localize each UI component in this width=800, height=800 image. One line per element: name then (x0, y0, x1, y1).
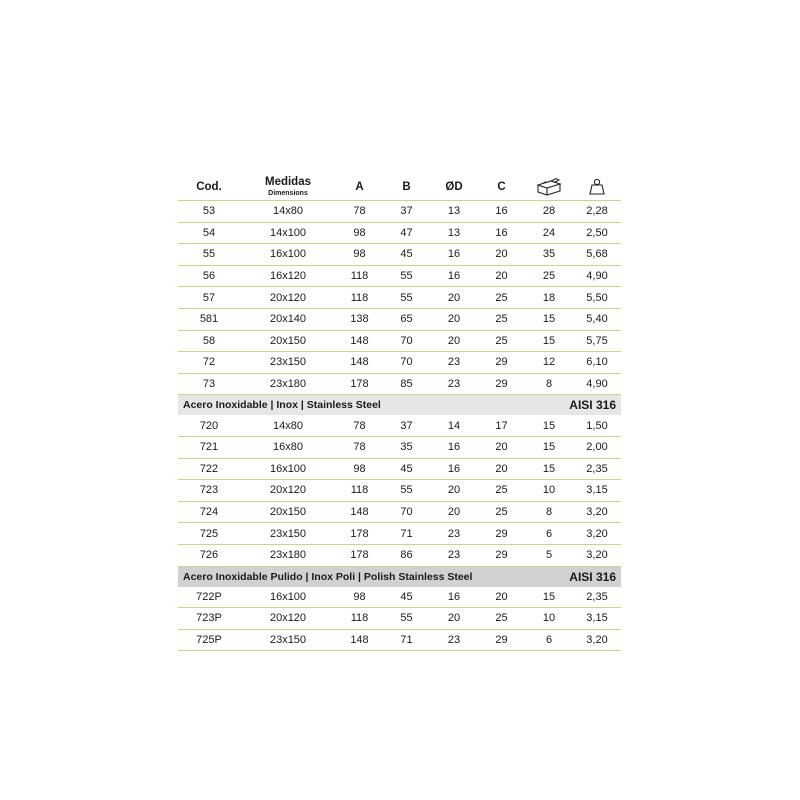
cell-box-qty: 12 (542, 356, 556, 369)
cell-c: 29 (495, 549, 508, 562)
cell-weight: 3,20 (586, 549, 608, 562)
cell-d: 20 (447, 291, 461, 304)
table-row (178, 266, 621, 288)
cell-c: 25 (495, 313, 508, 326)
cell-medidas: 20x120 (269, 612, 307, 625)
cell-weight: 2,50 (586, 226, 608, 239)
cell-a: 78 (353, 205, 366, 218)
cell-medidas: 23x150 (269, 527, 307, 540)
cell-weight: 3,15 (586, 484, 608, 497)
table-header (178, 174, 621, 201)
cell-box-qty: 5 (545, 549, 553, 562)
header-cod: Cod. (196, 181, 222, 193)
cell-b: 37 (400, 419, 413, 432)
cell-a: 78 (353, 441, 366, 454)
cell-cod: 722P (196, 590, 222, 603)
cell-a: 98 (353, 248, 366, 261)
cell-medidas: 23x150 (269, 356, 307, 369)
cell-d: 16 (447, 270, 461, 283)
cell-weight: 2,28 (586, 205, 608, 218)
cell-medidas: 16x100 (269, 248, 307, 261)
cell-d: 23 (447, 527, 461, 540)
cell-a: 178 (350, 527, 369, 540)
cell-box-qty: 15 (542, 419, 556, 432)
cell-b: 85 (400, 378, 413, 391)
table-row (178, 415, 621, 437)
cell-weight: 1,50 (586, 419, 608, 432)
cell-box-qty: 8 (545, 378, 553, 391)
cell-c: 16 (495, 205, 508, 218)
cell-box-qty: 18 (542, 291, 556, 304)
cell-b: 65 (400, 313, 413, 326)
cell-cod: 725P (196, 633, 222, 646)
cell-c: 29 (495, 356, 508, 369)
cell-d: 14 (447, 419, 461, 432)
cell-weight: 3,20 (586, 506, 608, 519)
weight-icon (587, 177, 607, 197)
cell-a: 178 (350, 549, 369, 562)
table-row (178, 287, 621, 309)
cell-cod: 58 (202, 334, 216, 347)
table-row (178, 244, 621, 266)
cell-box-qty: 15 (542, 334, 556, 347)
cell-medidas: 16x120 (269, 270, 307, 283)
cell-d: 20 (447, 334, 461, 347)
header-medidas (240, 177, 336, 197)
cell-cod: 54 (202, 226, 216, 239)
header-b: B (402, 181, 411, 193)
cell-weight: 6,10 (586, 356, 608, 369)
cell-weight: 3,20 (586, 633, 608, 646)
cell-medidas: 20x150 (269, 506, 307, 519)
cell-box-qty: 15 (542, 462, 556, 475)
cell-c: 20 (495, 441, 508, 454)
cell-medidas: 20x120 (269, 484, 307, 497)
cell-d: 16 (447, 441, 461, 454)
cell-weight: 2,00 (586, 441, 608, 454)
header-d: ØD (445, 181, 463, 193)
table-row (178, 480, 621, 502)
cell-medidas: 20x120 (269, 291, 307, 304)
cell-a: 78 (353, 419, 366, 432)
header-box (525, 177, 573, 197)
cell-medidas: 20x150 (269, 334, 307, 347)
table-row (178, 331, 621, 353)
table-row (178, 523, 621, 545)
cell-c: 16 (495, 226, 508, 239)
cell-c: 20 (495, 462, 508, 475)
cell-medidas: 20x140 (269, 313, 307, 326)
cell-a: 118 (350, 270, 369, 283)
header-dimensions-label: Dimensions (268, 189, 308, 197)
cell-box-qty: 15 (542, 313, 556, 326)
cell-b: 70 (400, 506, 413, 519)
table-row (178, 201, 621, 223)
cell-c: 20 (495, 270, 508, 283)
cell-c: 29 (495, 633, 508, 646)
cell-box-qty: 8 (545, 506, 553, 519)
cell-cod: 73 (202, 378, 216, 391)
cell-box-qty: 6 (545, 527, 553, 540)
cell-b: 45 (400, 590, 413, 603)
cell-b: 55 (400, 291, 413, 304)
cell-box-qty: 6 (545, 633, 553, 646)
section-polished-stainless-steel (178, 567, 621, 587)
table-row (178, 459, 621, 481)
box-icon (536, 177, 562, 197)
table-row (178, 630, 621, 652)
cell-medidas: 16x100 (269, 590, 307, 603)
cell-b: 70 (400, 334, 413, 347)
cell-medidas: 23x180 (269, 378, 307, 391)
cell-weight: 3,20 (586, 527, 608, 540)
cell-medidas: 23x150 (269, 633, 307, 646)
cell-b: 70 (400, 356, 413, 369)
cell-weight: 4,90 (586, 378, 608, 391)
cell-b: 55 (400, 484, 413, 497)
cell-cod: 56 (202, 270, 216, 283)
cell-weight: 3,15 (586, 612, 608, 625)
cell-c: 29 (495, 378, 508, 391)
cell-box-qty: 35 (542, 248, 556, 261)
cell-cod: 720 (199, 419, 219, 432)
cell-c: 29 (495, 527, 508, 540)
table-row (178, 587, 621, 609)
table-row (178, 545, 621, 567)
section-code: AISI 316 (569, 569, 616, 584)
cell-b: 71 (400, 633, 413, 646)
cell-c: 20 (495, 590, 508, 603)
cell-a: 98 (353, 462, 366, 475)
cell-d: 20 (447, 484, 461, 497)
cell-a: 98 (353, 226, 366, 239)
section-title: Acero Inoxidable Pulido | Inox Poli | Polish Stainless Steel (183, 570, 473, 583)
cell-b: 45 (400, 248, 413, 261)
cell-cod: 726 (199, 549, 219, 562)
cell-c: 20 (495, 248, 508, 261)
cell-weight: 2,35 (586, 590, 608, 603)
cell-b: 37 (400, 205, 413, 218)
cell-a: 148 (350, 633, 369, 646)
cell-cod: 72 (202, 356, 216, 369)
cell-a: 148 (350, 356, 369, 369)
cell-d: 23 (447, 549, 461, 562)
cell-d: 23 (447, 633, 461, 646)
cell-d: 23 (447, 356, 461, 369)
cell-c: 25 (495, 291, 508, 304)
cell-medidas: 16x80 (273, 441, 303, 454)
cell-a: 178 (350, 378, 369, 391)
cell-a: 118 (350, 484, 369, 497)
table-row (178, 223, 621, 245)
cell-cod: 721 (199, 441, 219, 454)
cell-a: 118 (350, 612, 369, 625)
cell-medidas: 23x180 (269, 549, 307, 562)
cell-d: 16 (447, 248, 461, 261)
cell-box-qty: 15 (542, 441, 556, 454)
group-polished-stainless-steel (178, 587, 621, 652)
section-code: AISI 316 (569, 398, 616, 413)
cell-cod: 55 (202, 248, 216, 261)
cell-d: 16 (447, 462, 461, 475)
cell-d: 13 (447, 226, 461, 239)
cell-cod: 723P (196, 612, 222, 625)
cell-a: 148 (350, 506, 369, 519)
cell-b: 71 (400, 527, 413, 540)
table-row (178, 352, 621, 374)
cell-box-qty: 25 (542, 270, 556, 283)
cell-d: 20 (447, 612, 461, 625)
cell-medidas: 14x80 (273, 419, 303, 432)
table-row (178, 374, 621, 396)
cell-box-qty: 15 (542, 590, 556, 603)
cell-b: 86 (400, 549, 413, 562)
cell-b: 55 (400, 612, 413, 625)
spec-table (178, 174, 621, 651)
cell-c: 25 (495, 484, 508, 497)
header-weight (573, 177, 621, 197)
cell-cod: 722 (199, 462, 219, 475)
cell-weight: 5,68 (586, 248, 608, 261)
cell-weight: 5,40 (586, 313, 608, 326)
cell-weight: 5,50 (586, 291, 608, 304)
table-row (178, 309, 621, 331)
cell-d: 20 (447, 313, 461, 326)
cell-weight: 2,35 (586, 462, 608, 475)
cell-medidas: 16x100 (269, 462, 307, 475)
cell-cod: 725 (199, 527, 219, 540)
table-row (178, 437, 621, 459)
cell-medidas: 14x80 (273, 205, 303, 218)
cell-a: 118 (350, 291, 369, 304)
cell-box-qty: 24 (542, 226, 556, 239)
cell-a: 98 (353, 590, 366, 603)
cell-c: 25 (495, 612, 508, 625)
cell-medidas: 14x100 (269, 226, 307, 239)
cell-cod: 53 (202, 205, 216, 218)
group-stainless-steel (178, 415, 621, 566)
cell-d: 23 (447, 378, 461, 391)
section-stainless-steel (178, 395, 621, 415)
cell-d: 16 (447, 590, 461, 603)
cell-cod: 57 (202, 291, 216, 304)
table-row (178, 608, 621, 630)
header-medidas-label: Medidas (264, 176, 311, 189)
cell-box-qty: 28 (542, 205, 556, 218)
cell-d: 13 (447, 205, 461, 218)
cell-cod: 581 (199, 313, 219, 326)
table-row (178, 502, 621, 524)
cell-cod: 724 (199, 506, 219, 519)
cell-weight: 4,90 (586, 270, 608, 283)
cell-c: 25 (495, 506, 508, 519)
cell-a: 148 (350, 334, 369, 347)
cell-b: 55 (400, 270, 413, 283)
cell-c: 25 (495, 334, 508, 347)
cell-b: 47 (400, 226, 413, 239)
cell-box-qty: 10 (542, 484, 556, 497)
section-title: Acero Inoxidable | Inox | Stainless Steel (183, 399, 381, 412)
cell-b: 35 (400, 441, 413, 454)
cell-weight: 5,75 (586, 334, 608, 347)
header-a: A (355, 181, 364, 193)
group-standard (178, 201, 621, 395)
cell-d: 20 (447, 506, 461, 519)
cell-cod: 723 (199, 484, 219, 497)
cell-b: 45 (400, 462, 413, 475)
header-c: C (497, 181, 506, 193)
cell-box-qty: 10 (542, 612, 556, 625)
cell-a: 138 (350, 313, 369, 326)
cell-c: 17 (495, 419, 508, 432)
